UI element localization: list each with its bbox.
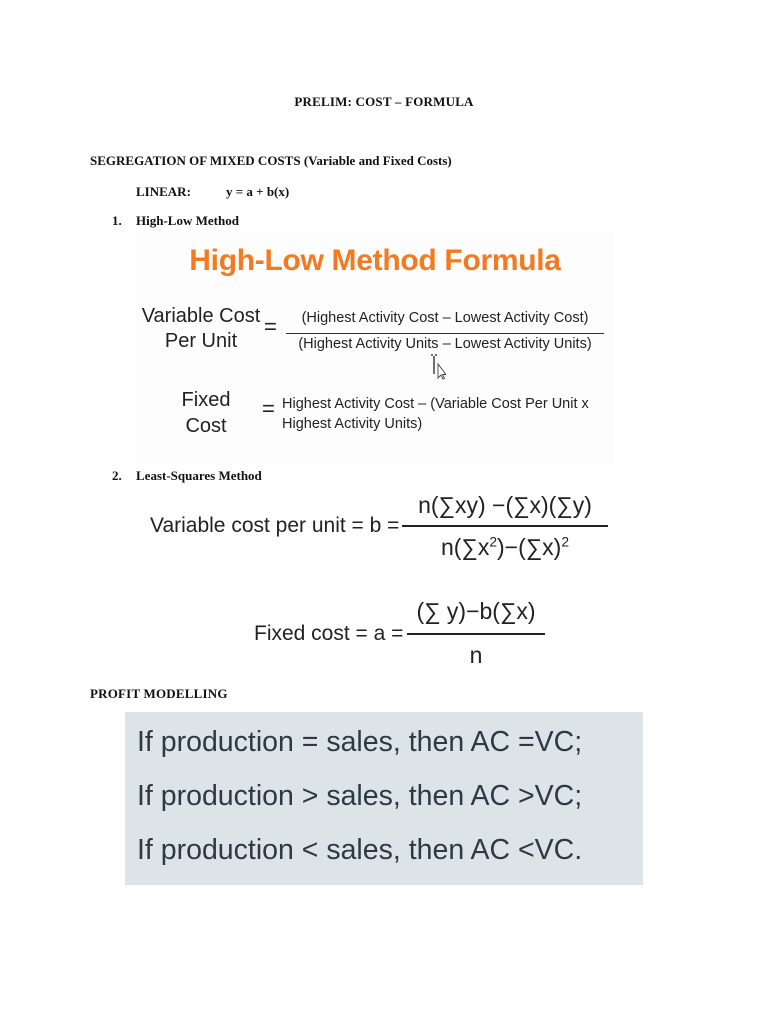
ls-fixed-cost-numerator: (∑ y)−b(∑x) — [416, 598, 536, 624]
least-squares-method-label: Least-Squares Method — [136, 468, 262, 483]
profit-rule-greater: If production > sales, then AC >VC; — [137, 780, 583, 812]
fraction-bar — [286, 333, 604, 334]
variable-cost-equals: = — [264, 314, 277, 339]
linear-label: LINEAR: — [136, 184, 191, 199]
high-low-formula-image — [136, 232, 614, 464]
fixed-cost-label-line2: Cost — [185, 415, 227, 437]
fixed-cost-formula-line1: Highest Activity Cost – (Variable Cost Per Unit x — [282, 396, 589, 412]
fixed-cost-equals: = — [262, 396, 275, 421]
variable-cost-denominator: (Highest Activity Units – Lowest Activity Units) — [298, 336, 592, 352]
variable-cost-label-line2: Per Unit — [164, 330, 238, 352]
variable-cost-label-line1: Variable Cost — [141, 305, 261, 327]
list-number-1: 1. — [112, 213, 122, 228]
page-title: PRELIM: COST – FORMULA — [294, 94, 474, 109]
fraction-bar — [407, 633, 545, 635]
ls-variable-cost-label: Variable cost per unit = b = — [150, 514, 400, 537]
linear-equation: y = a + b(x) — [226, 184, 290, 199]
ls-variable-cost-numerator: n(∑xy) −(∑x)(∑y) — [418, 492, 592, 518]
text-cursor-icon — [430, 352, 446, 380]
ls-fixed-cost-denominator: n — [469, 642, 483, 668]
profit-rule-equal: If production = sales, then AC =VC; — [137, 726, 583, 758]
section-heading-segregation: SEGREGATION OF MIXED COSTS (Variable and Fixed Costs) — [90, 153, 452, 168]
fixed-cost-formula-line2: Highest Activity Units) — [282, 416, 423, 432]
profit-modelling-image — [125, 712, 643, 885]
list-number-2: 2. — [112, 468, 122, 483]
profit-rule-less: If production < sales, then AC <VC. — [137, 834, 583, 866]
section-heading-profit-modelling: PROFIT MODELLING — [90, 686, 228, 701]
variable-cost-numerator: (Highest Activity Cost – Lowest Activity Cost) — [301, 310, 589, 326]
high-low-formula-heading: High-Low Method Formula — [189, 244, 561, 277]
ls-variable-cost-denominator: $n(\sum x^2)-(\sum x)^2$ — [440, 534, 570, 560]
fixed-cost-label-line1: Fixed — [181, 389, 231, 411]
ls-fixed-cost-label: Fixed cost = a = — [254, 622, 404, 645]
high-low-method-label: High-Low Method — [136, 213, 239, 228]
fraction-bar — [402, 525, 608, 527]
